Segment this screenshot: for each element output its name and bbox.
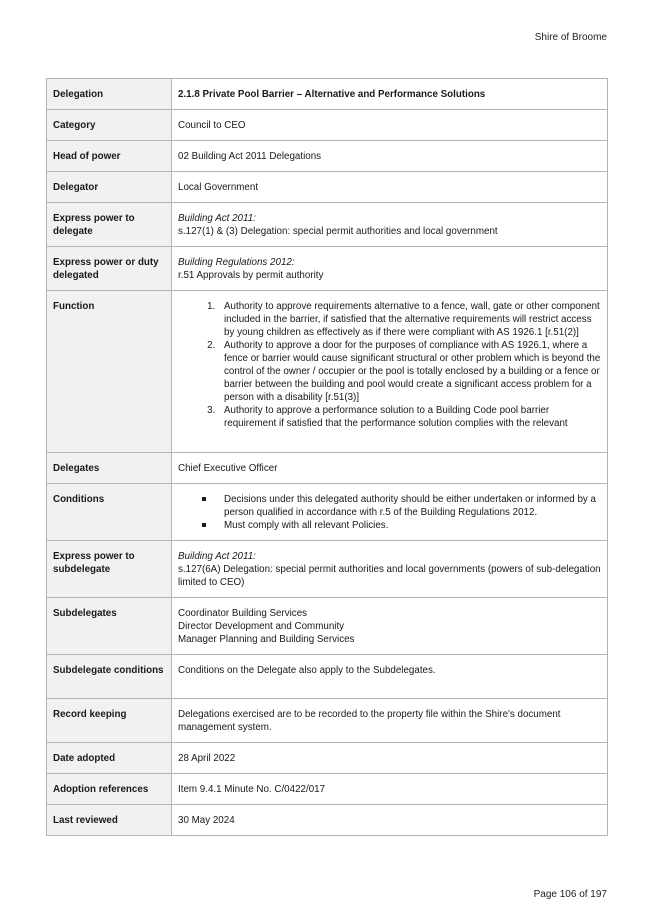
act-name: Building Act 2011: <box>178 213 256 224</box>
label-subdelegates: Subdelegates <box>47 598 172 655</box>
condition-item: Decisions under this delegated authority should be either undertaken or informed by a person qualified in accordance with r.5 of the Building Regulations 2012. <box>218 493 601 519</box>
row-date-adopted <box>47 743 608 774</box>
row-express-power-delegate <box>47 203 608 247</box>
page-number: Page 106 of 197 <box>533 889 607 900</box>
label-date-adopted: Date adopted <box>47 743 172 774</box>
delegation-table <box>46 78 608 836</box>
value-conditions <box>172 484 608 541</box>
row-subdelegate-conditions <box>47 655 608 699</box>
row-delegation <box>47 79 608 110</box>
row-adoption-references <box>47 774 608 805</box>
row-express-power-duty <box>47 247 608 291</box>
function-list <box>178 300 601 430</box>
page-header-org: Shire of Broome <box>534 32 607 43</box>
label-delegation: Delegation <box>47 79 172 110</box>
row-category <box>47 110 608 141</box>
value-delegator: Local Government <box>172 172 608 203</box>
label-express-power-duty: Express power or duty delegated <box>47 247 172 291</box>
label-express-power-delegate: Express power to delegate <box>47 203 172 247</box>
label-subdelegate-conditions: Subdelegate conditions <box>47 655 172 699</box>
subdelegate-item: Director Development and Community <box>178 621 345 632</box>
value-adoption-references: Item 9.4.1 Minute No. C/0422/017 <box>172 774 608 805</box>
conditions-list <box>178 493 601 532</box>
row-conditions <box>47 484 608 541</box>
value-express-power-subdelegate <box>172 541 608 598</box>
function-item: 3. Authority to approve a performance solution to a Building Code pool barrier requirement if satisfied that the performance solution complies with the relevant <box>218 404 601 430</box>
label-category: Category <box>47 110 172 141</box>
value-express-power-duty <box>172 247 608 291</box>
label-last-reviewed: Last reviewed <box>47 805 172 836</box>
function-item: 2. Authority to approve a door for the purposes of compliance with AS 1926.1, where a fence or barrier would cause significant structural or other problem which is beyond the control of the owner / occupier or the pool is totally enclosed by a building or a fence or barrier between the building and pool would create a significant access problem for a person with a disability [r.51(3)] <box>218 339 601 404</box>
label-adoption-references: Adoption references <box>47 774 172 805</box>
label-function: Function <box>47 291 172 453</box>
value-delegation: 2.1.8 Private Pool Barrier – Alternative and Performance Solutions <box>172 79 608 110</box>
row-subdelegates <box>47 598 608 655</box>
label-record-keeping: Record keeping <box>47 699 172 743</box>
act-section: s.127(1) & (3) Delegation: special permit authorities and local government <box>178 226 498 237</box>
value-subdelegates <box>172 598 608 655</box>
label-delegates: Delegates <box>47 453 172 484</box>
label-delegator: Delegator <box>47 172 172 203</box>
label-head-of-power: Head of power <box>47 141 172 172</box>
row-last-reviewed <box>47 805 608 836</box>
value-last-reviewed: 30 May 2024 <box>172 805 608 836</box>
value-express-power-delegate <box>172 203 608 247</box>
value-record-keeping: Delegations exercised are to be recorded to the property file within the Shire's document management system. <box>172 699 608 743</box>
act-name: Building Act 2011: <box>178 551 256 562</box>
condition-item: Must comply with all relevant Policies. <box>218 519 601 532</box>
value-date-adopted: 28 April 2022 <box>172 743 608 774</box>
value-function <box>172 291 608 453</box>
act-section: r.51 Approvals by permit authority <box>178 270 324 281</box>
row-record-keeping <box>47 699 608 743</box>
subdelegate-item: Coordinator Building Services <box>178 608 308 619</box>
value-category: Council to CEO <box>172 110 608 141</box>
value-head-of-power: 02 Building Act 2011 Delegations <box>172 141 608 172</box>
subdelegate-item: Manager Planning and Building Services <box>178 634 355 645</box>
label-express-power-subdelegate: Express power to subdelegate <box>47 541 172 598</box>
act-section: s.127(6A) Delegation: special permit authorities and local governments (powers of sub-delegation limited to CEO) <box>178 564 601 588</box>
row-function <box>47 291 608 453</box>
row-head-of-power <box>47 141 608 172</box>
value-delegates: Chief Executive Officer <box>172 453 608 484</box>
row-delegates <box>47 453 608 484</box>
row-delegator <box>47 172 608 203</box>
function-item: 1. Authority to approve requirements alternative to a fence, wall, gate or other component included in the barrier, if satisfied that the alternative requirements will restrict access by young children as effectively as if there were compliant with AS 1926.1 [r.51(2)] <box>218 300 601 339</box>
act-name: Building Regulations 2012: <box>178 257 295 268</box>
value-subdelegate-conditions: Conditions on the Delegate also apply to the Subdelegates. <box>172 655 608 699</box>
row-express-power-subdelegate <box>47 541 608 598</box>
label-conditions: Conditions <box>47 484 172 541</box>
